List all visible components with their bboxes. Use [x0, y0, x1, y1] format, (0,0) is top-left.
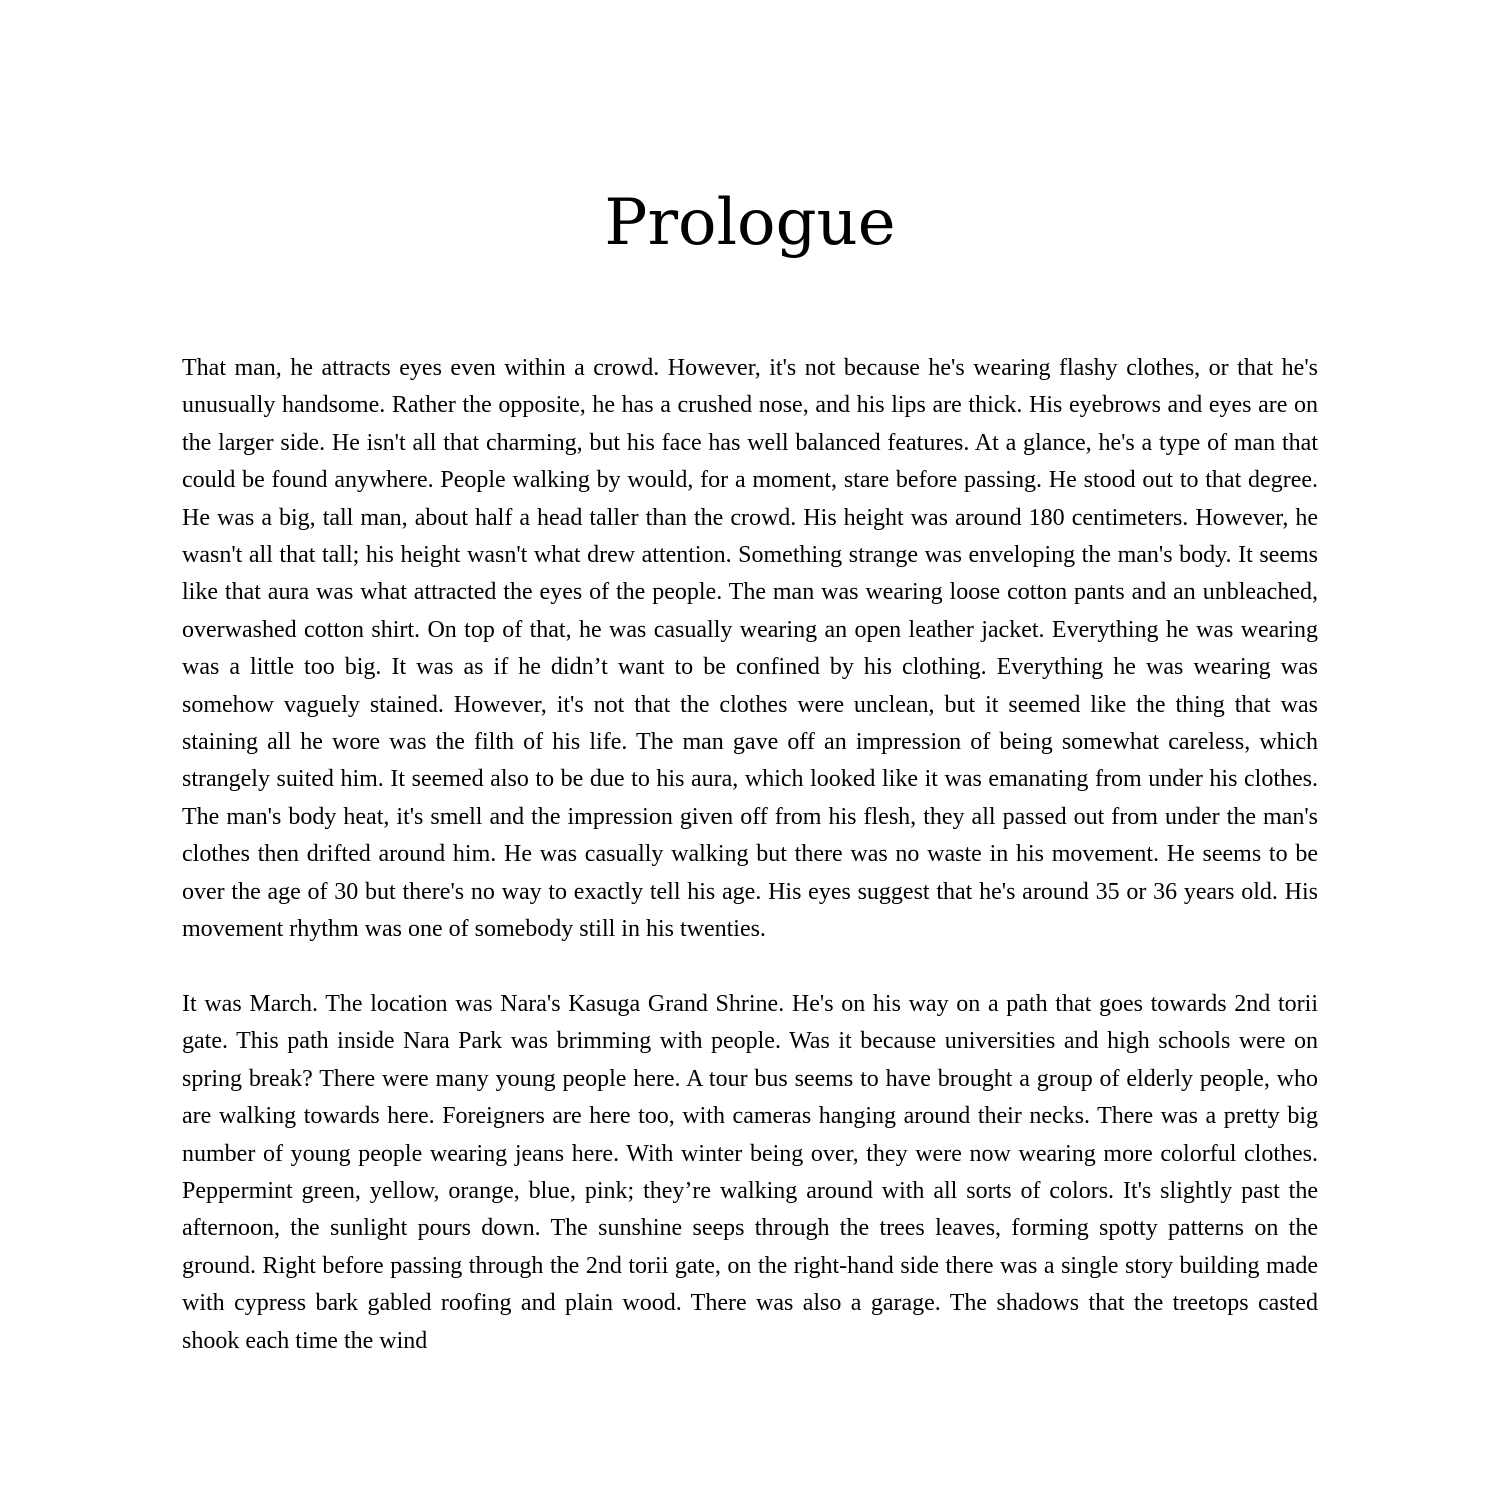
- body-text: [182, 350, 1318, 1397]
- paragraph: It was March. The location was Nara's Kasuga Grand Shrine. He's on his way on a path that goes towards 2nd torii gate. This path inside Nara Park was brimming with people. Was it because universities and high schools were on spring break? There were many young people here. A tour bus seems to have brought a group of elderly people, who are walking towards here. Foreigners are here too, with cameras hanging around their necks. There was a pretty big number of young people wearing jeans here. With winter being over, they were now wearing more colorful clothes. Peppermint green, yellow, orange, blue, pink; they’re walking around with all sorts of colors. It's slightly past the afternoon, the sunlight pours down. The sunshine seeps through the trees leaves, forming spotty patterns on the ground. Right before passing through the 2nd torii gate, on the right-hand side there was a single story building made with cypress bark gabled roofing and plain wood. There was also a garage. The shadows that the treetops casted shook each time the wind: [182, 990, 1318, 1354]
- paragraph: That man, he attracts eyes even within a crowd. However, it's not because he's wearing flashy clothes, or that he's unusually handsome. Rather the opposite, he has a crushed nose, and his lips are thick. His eyebrows and eyes are on the larger side. He isn't all that charming, but his face has well balanced features. At a glance, he's a type of man that could be found anywhere. People walking by would, for a moment, stare before passing. He stood out to that degree. He was a big, tall man, about half a head taller than the crowd. His height was around 180 centimeters. However, he wasn't all that tall; his height wasn't what drew attention. Something strange was enveloping the man's body. It seems like that aura was what attracted the eyes of the people. The man was wearing loose cotton pants and an unbleached, overwashed cotton shirt. On top of that, he was casually wearing an open leather jacket. Everything he was wearing was a little too big. It was as if he didn’t want to be confined by his clothing. Everything he was wearing was somehow vaguely stained. However, it's not that the clothes were unclean, but it seemed like the thing that was staining all he wore was the filth of his life. The man gave off an impression of being somewhat careless, which strangely suited him. It seemed also to be due to his aura, which looked like it was emanating from under his clothes. The man's body heat, it's smell and the impression given off from his flesh, they all passed out from under the man's clothes then drifted around him. He was casually walking but there was no waste in his movement. He seems to be over the age of 30 but there's no way to exactly tell his age. His eyes suggest that he's around 35 or 36 years old. His movement rhythm was one of somebody still in his twenties.: [182, 355, 1318, 943]
- page-title: Prologue: [604, 186, 896, 260]
